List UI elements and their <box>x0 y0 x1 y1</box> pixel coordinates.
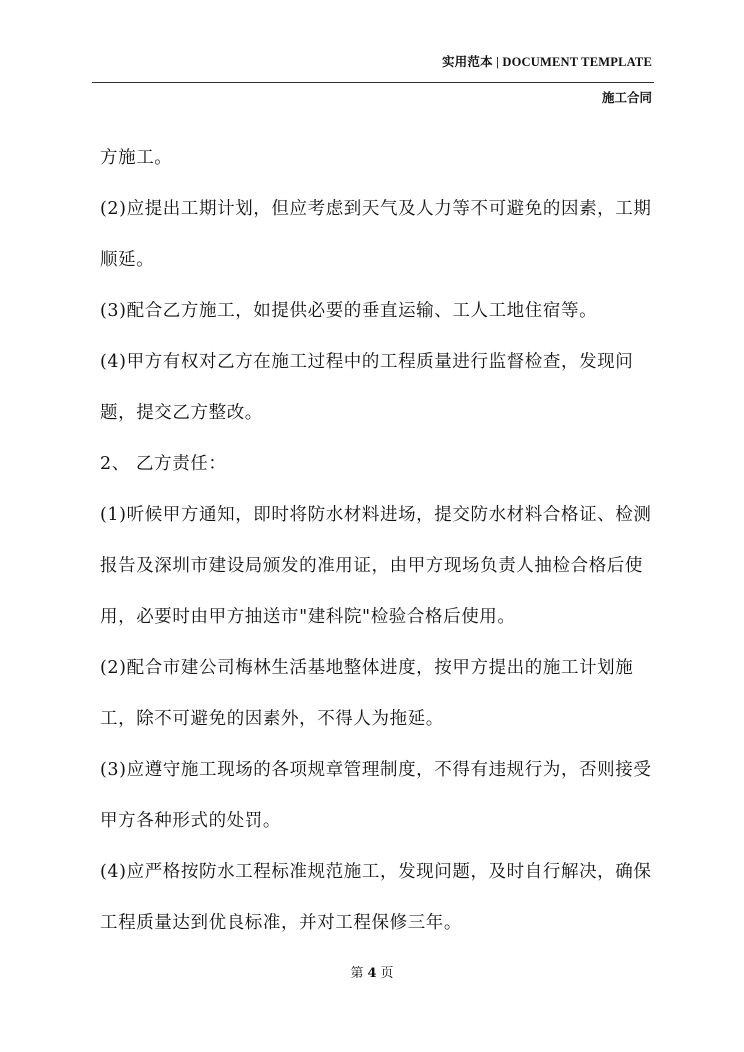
header-divider <box>92 82 654 83</box>
paragraph: (4)应严格按防水工程标准规范施工，发现问题，及时自行解决，确保工程质量达到优良标准，并对工程保修三年。 <box>100 862 652 933</box>
page-footer <box>0 962 744 981</box>
page-suffix: 页 <box>380 966 394 981</box>
section-heading: 2、 乙方责任： <box>100 454 227 474</box>
page-prefix: 第 <box>350 966 364 981</box>
header-brand: 实用范本 | DOCUMENT TEMPLATE <box>441 55 652 69</box>
paragraph: (3)配合乙方施工，如提供必要的垂直运输、工人工地住宿等。 <box>100 301 598 321</box>
paragraph: (2)配合市建公司梅林生活基地整体进度，按甲方提出的施工计划施工，除不可避免的因素外，不得人为拖延。 <box>100 658 634 729</box>
document-type-label: 施工合同 <box>601 90 652 105</box>
paragraph: (4)甲方有权对乙方在施工过程中的工程质量进行监督检查，发现问题，提交乙方整改。 <box>100 352 634 423</box>
paragraph: (2)应提出工期计划，但应考虑到天气及人力等不可避免的因素，工期顺延。 <box>100 199 652 270</box>
paragraph: (3)应遵守施工现场的各项规章管理制度，不得有违规行为，否则接受甲方各种形式的处罚。 <box>100 760 652 831</box>
page-number: 4 <box>367 966 377 981</box>
contract-body <box>100 133 660 949</box>
paragraph: (1)听候甲方通知，即时将防水材料进场，提交防水材料合格证、检测报告及深圳市建设局颁发的准用证，由甲方现场负责人抽检合格后使用，必要时由甲方抽送市"建科院"检验合格后使用。 <box>100 505 652 627</box>
paragraph: 方施工。 <box>100 148 173 168</box>
